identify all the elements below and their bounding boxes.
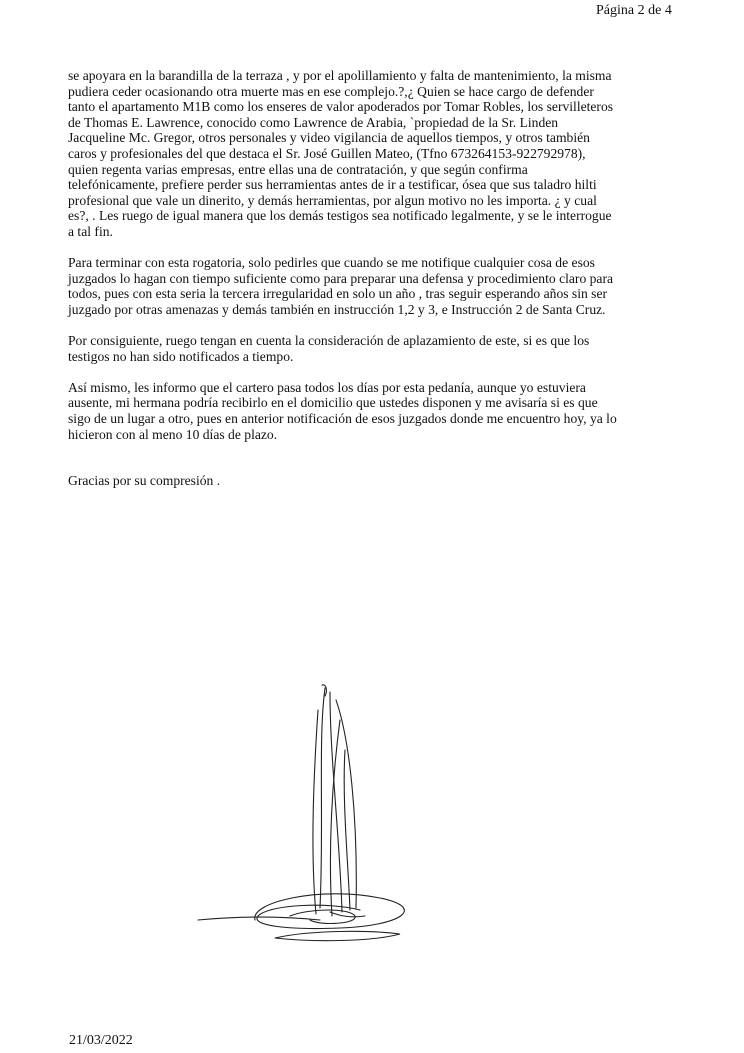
page-number: Página 2 de 4	[596, 3, 672, 18]
letter-body	[68, 68, 683, 489]
paragraph-1	[68, 68, 683, 240]
paragraph-3	[68, 333, 683, 364]
text-line: Jacqueline Mc. Gregor, otros personales y video vigilancia de aquellos tiempos, y otros también	[68, 130, 590, 146]
text-line: Por consiguiente, ruego tengan en cuenta la consideración de aplazamiento de este, si es que los	[68, 333, 590, 349]
paragraph-2	[68, 255, 683, 317]
text-line: se apoyara en la barandilla de la terraza , y por el apolillamiento y falta de mantenimiento, la misma	[68, 68, 612, 83]
text-line: Para terminar con esta rogatoria, solo pedirles que cuando se me notifique cualquier cosa de esos	[68, 255, 595, 271]
text-line: ausente, mi hermana podría recibirlo en el domicilio que ustedes disponen y me avisaría si es que	[68, 395, 598, 411]
text-line: de Thomas E. Lawrence, conocido como Lawrence de Arabia, `propiedad de la Sr. Linden	[68, 114, 559, 130]
text-line: tanto el apartamento M1B como los enseres de valor apoderados por Tomar Robles, los servilleteros	[68, 99, 614, 115]
text-line: telefónicamente, prefiere perder sus herramientas antes de ir a testificar, ósea que sus taladro hilti	[68, 177, 597, 193]
text-line: juzgado por otras amenazas y demás también en instrucción 1,2 y 3, e Instrucción 2 de Santa Cruz.	[68, 301, 606, 317]
text-line: hicieron con al meno 10 días de plazo.	[68, 426, 278, 442]
text-line: juzgados lo hagan con tiempo suficiente como para preparar una defensa y procedimiento claro para	[68, 270, 614, 286]
text-line: todos, pues con esta seria la tercera irregularidad en solo un año , tras seguir esperando años sin ser	[68, 286, 608, 302]
footer-date: 21/03/2022	[69, 1033, 133, 1048]
text-line: es?, . Les ruego de igual manera que los demás testigos sea notificado legalmente, y se le interrogue	[68, 208, 612, 224]
text-line: pudiera ceder ocasionando otra muerte mas en ese complejo.?,¿ Quien se hace cargo de defender	[68, 83, 594, 99]
text-line: a tal fin.	[68, 223, 113, 239]
closing-line: Gracias por su compresión .	[68, 473, 221, 489]
text-line: testigos no han sido notificados a tiempo.	[68, 348, 294, 364]
signature-image	[190, 680, 430, 950]
text-line: profesional que vale un dinerito, y demás herramientas, por algun motivo no les importa. ¿ y cual	[68, 192, 597, 208]
text-line: caros y profesionales del que destaca el Sr. José Guillen Mateo, (Tfno 673264153-922792978),	[68, 145, 586, 161]
paragraph-4	[68, 380, 683, 442]
text-line: quien regenta varias empresas, entre ellas una de contratación, y que según confirma	[68, 161, 528, 177]
text-line: sigo de un lugar a otro, pues en anterior notificación de esos juzgados donde me encuentro hoy, ya lo	[68, 411, 617, 427]
text-line: Así mismo, les informo que el cartero pasa todos los días por esta pedanía, aunque yo estuviera	[68, 379, 586, 395]
